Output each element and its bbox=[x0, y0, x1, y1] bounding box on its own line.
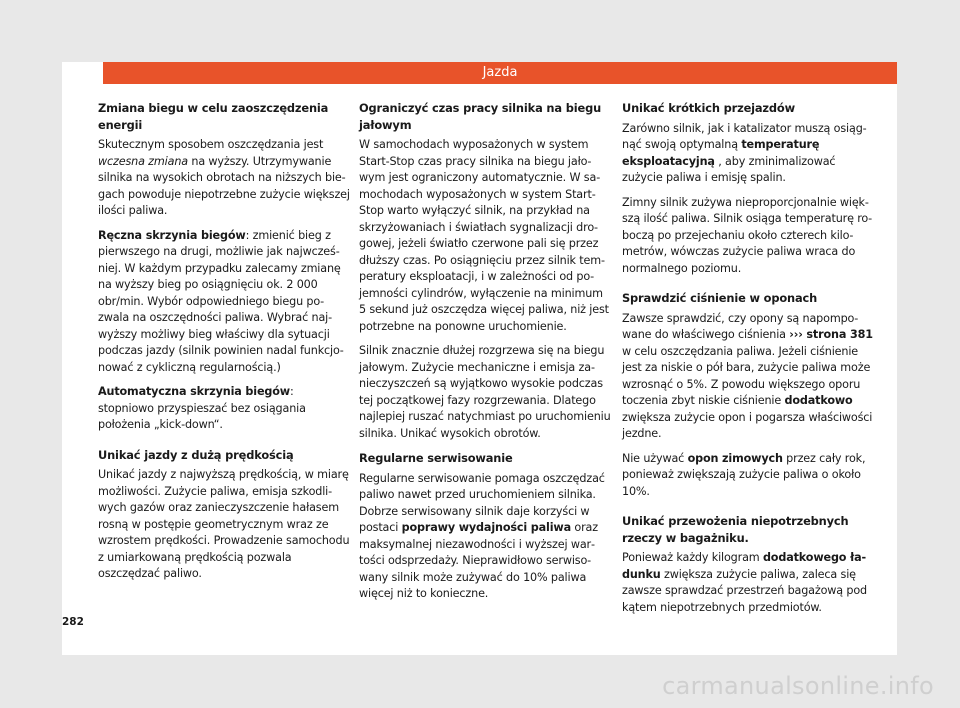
text: Ponieważ każdy kilogram bbox=[622, 551, 763, 564]
bold-term: Ręczna skrzynia biegów bbox=[98, 228, 246, 242]
column-right bbox=[622, 100, 875, 624]
paragraph bbox=[98, 137, 351, 220]
heading-idle-time: Ograniczyć czas pracy silnika na biegu jałowym bbox=[359, 101, 602, 132]
text: przez cały rok, ponieważ zwiększają zużycie paliwa o około 10%. bbox=[622, 451, 866, 498]
text: oraz maksymalnej niezawodności i wyższej wartości odsprzedaży. Nieprawidłowo serwisowany silnik może zużywać do 10% paliwa więcej niż to konieczne. bbox=[359, 521, 598, 600]
heading-luggage: Unikać przewożenia niepotrzebnych rzeczy w bagażniku. bbox=[622, 514, 849, 545]
text: : stopniowo przyspieszać bez osiągania położenia „kick-down“. bbox=[98, 385, 306, 431]
text: na wyższy. Utrzymywanie silnika na wysokich obrotach na niższych biegach powoduje niepotrzebne zużycie większej ilości paliwa. bbox=[98, 154, 350, 217]
heading-short-trips: Unikać krótkich przejazdów bbox=[622, 101, 795, 115]
paragraph bbox=[622, 451, 875, 501]
heading-gear-shift: Zmiana biegu w celu zaoszczędzenia energii bbox=[98, 101, 329, 132]
heading-servicing: Regularne serwisowanie bbox=[359, 451, 513, 465]
text: Zarówno silnik, jak i katalizator muszą osiągnąć swoją optymalną bbox=[622, 121, 867, 151]
heading-high-speed: Unikać jazdy z dużą prędkością bbox=[98, 447, 294, 462]
text: Nie używać bbox=[622, 451, 688, 465]
page-number: 282 bbox=[62, 616, 84, 628]
bold-term: dodatkowego ładunku bbox=[622, 551, 867, 581]
text: Zawsze sprawdzić, czy opony są napompowane do właściwego ciśnienia bbox=[622, 311, 859, 341]
bold-term: opon zimowych bbox=[687, 451, 783, 465]
text: , aby zminimalizować zużycie paliwa i emisję spalin. bbox=[622, 154, 836, 184]
watermark: carmanualsonline.info bbox=[662, 672, 934, 700]
paragraph bbox=[622, 550, 875, 616]
text: Skutecznym sposobem oszczędzania jest bbox=[98, 138, 324, 151]
paragraph: Unikać jazdy z najwyższą prędkością, w miarę możliwości. Zużycie paliwa, emisja szkodliwych gazów oraz zanieczyszczenie hałasem rosną w postępie geometrycznym wraz ze wzrostem prędkości. Prowadzenie samochodu z umiarkowaną prędkością pozwala oszczędzać paliwo. bbox=[98, 468, 350, 580]
bold-term: dodatkowo bbox=[784, 394, 853, 407]
paragraph bbox=[98, 228, 351, 377]
paragraph: W samochodach wyposażonych w system Start-Stop czas pracy silnika na biegu jałowym jest ograniczony automatycznie. W samochodach wyposażonych w system Start-Stop warto wyłączyć silnik, na przykład na skrzyżowaniach i światłach sygnalizacji drogowej, jeżeli światło czerwone pali się przez dłuższy czas. Po osiągnięciu przez silnik temperatury eksploatacji, i w zależności od pojemności cylindrów, wyłączenie na minimum 5 sekund już oszczędza więcej paliwa, niż jest potrzebne na ponowne uruchomienie. bbox=[359, 138, 609, 333]
paragraph bbox=[622, 311, 875, 443]
emphasis-text: wczesna zmiana bbox=[98, 154, 188, 168]
bold-term: temperaturę eksploatacyjną bbox=[622, 138, 820, 168]
bold-term: Automatyczna skrzynia biegów bbox=[98, 385, 290, 398]
bold-term: poprawy wydajności paliwa bbox=[401, 521, 571, 534]
paragraph: Zimny silnik zużywa nieproporcjonalnie większą ilość paliwa. Silnik osiąga temperaturę roboczą po przejechaniu około czterech kilometrów, wówczas zużycie paliwa wraca do normalnego poziomu. bbox=[622, 195, 873, 275]
text: zwiększa zużycie paliwa, zaleca się zawsze sprawdzać przestrzeń bagażową pod kątem niepotrzebnych przedmiotów. bbox=[622, 567, 868, 614]
paragraph bbox=[98, 384, 351, 434]
page-reference-link[interactable]: ››› strona 381 bbox=[789, 328, 873, 341]
column-middle bbox=[359, 100, 612, 611]
text: zwiększa zużycie opon i pogarsza właściwości jezdne. bbox=[622, 410, 873, 440]
paragraph bbox=[359, 471, 612, 603]
text: w celu oszczędzania paliwa. Jeżeli ciśnienie jest za niskie o pół bara, zużycie paliwa może wzrosnąć o 5%. Z powodu większego oporu toczenia zbyt niskie ciśnienie bbox=[622, 344, 871, 407]
section-header: Jazda bbox=[103, 62, 897, 84]
column-left bbox=[98, 100, 351, 591]
paragraph: Silnik znacznie dłużej rozgrzewa się na biegu jałowym. Zużycie mechaniczne i emisja zanieczyszczeń są wyjątkowo wysokie podczas tej początkowej fazy rozgrzewania. Dlatego najlepiej ruszać natychmiast po uruchomieniu silnika. Unikać wysokich obrotów. bbox=[359, 344, 611, 440]
text: : zmienić bieg z pierwszego na drugi, możliwie jak najwcześniej. W każdym przypadku zalecamy zmianę na wyższy bieg po osiągnięciu ok. 2 000 obr/min. Wybór odpowiedniego biegu pozwala na oszczędności paliwa. Wybrać najwyższy możliwy bieg właściwy dla sytuacji podczas jazdy (silnik powinien nadal funkcjonować z cykliczną regularnością.) bbox=[98, 228, 344, 374]
heading-tyre-pressure: Sprawdzić ciśnienie w oponach bbox=[622, 291, 818, 305]
text: Regularne serwisowanie pomaga oszczędzać paliwo nawet przed uruchomieniem silnika. Dobrze serwisowany silnik daje korzyści w postaci bbox=[359, 471, 605, 534]
paragraph bbox=[622, 121, 875, 187]
